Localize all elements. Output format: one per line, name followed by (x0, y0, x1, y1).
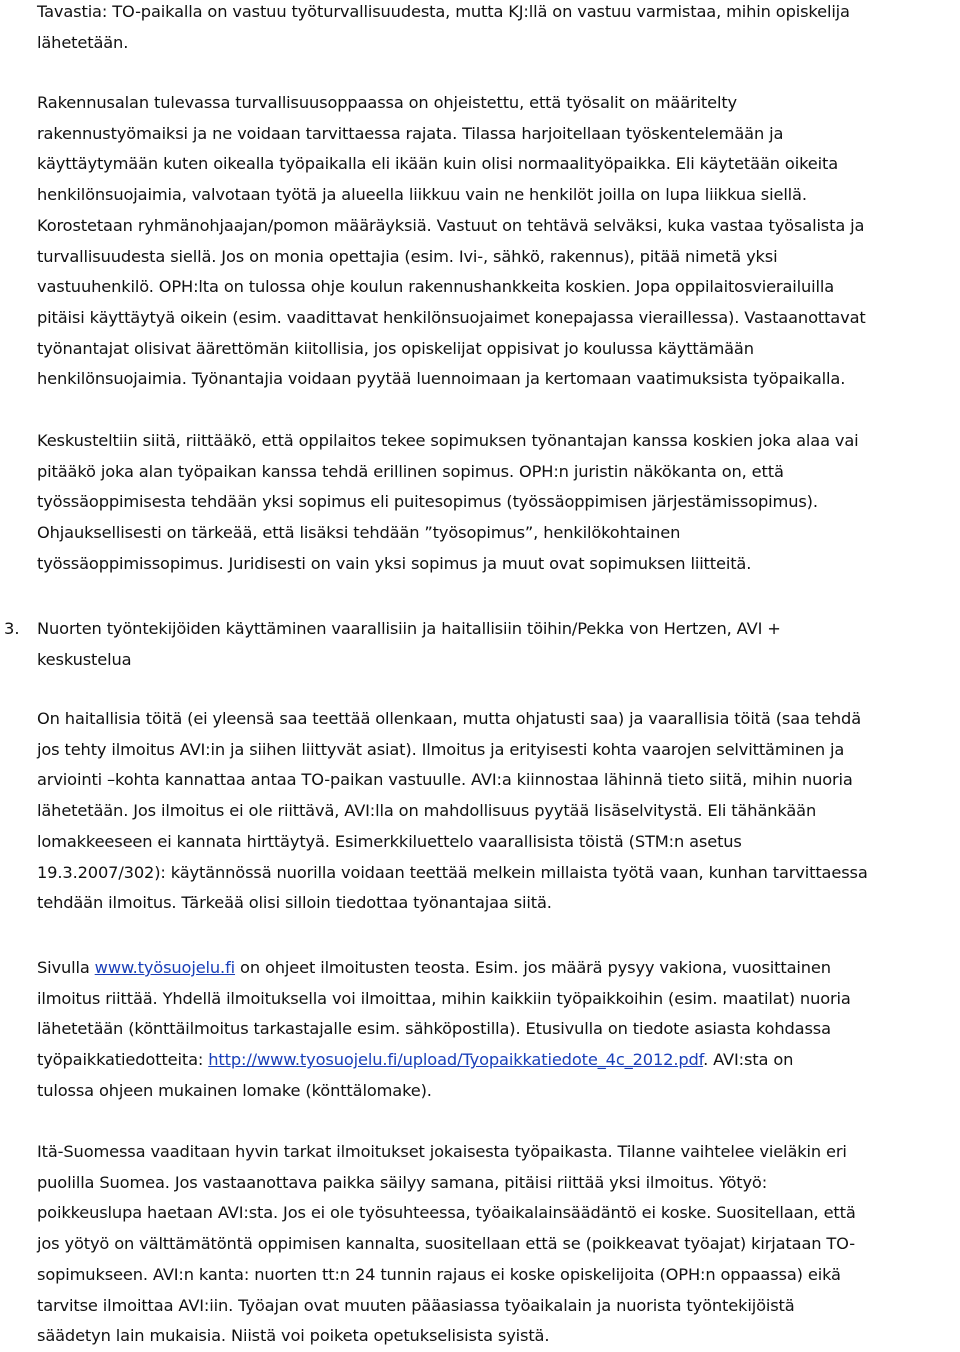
paragraph-haitallisia (37, 704, 957, 919)
paragraph-keskusteltiin (37, 426, 957, 580)
text-line: Korostetaan ryhmänohjaajan/pomon määräyksiä. Vastuut on tehtävä selväksi, kuka vastaa työsalista ja (37, 215, 865, 235)
text-line: 19.3.2007/302): käytännössä nuorilla voidaan teettää melkein millaista työtä vaan, kunhan tarvittaessa (37, 862, 868, 882)
text-line: lähetetään. (37, 32, 129, 52)
text-line: pitääkö joka alan työpaikan kanssa tehdä erillinen sopimus. OPH:n juristin näkökanta on, että (37, 461, 784, 481)
text-line: poikkeuslupa haetaan AVI:sta. Jos ei ole työsuhteessa, työaikalainsäädäntö ei koske. Suositellaan, että (37, 1203, 856, 1223)
text-line: Nuorten työntekijöiden käyttäminen vaarallisiin ja haitallisiin töihin/Pekka von Hertzen, AVI + (37, 619, 781, 638)
text-fragment: . AVI:sta on (703, 1050, 794, 1070)
text-line: lähetetään (könttäilmoitus tarkastajalle esim. sähköpostilla). Etusivulla on tiedote asiasta kohdassa (37, 1019, 831, 1039)
text-line: jos yötyö on välttämätöntä oppimisen kannalta, suositellaan että se (poikkeavat työajat) kirjataan TO- (37, 1234, 855, 1254)
text-line: Tavastia: TO-paikalla on vastuu työturvallisuudesta, mutta KJ:llä on vastuu varmistaa, mihin opiskelija (37, 2, 850, 21)
text-line: käyttäytymään kuten oikealla työpaikalla eli ikään kuin olisi normaalityöpaikka. Eli käytetään oikeita (37, 154, 838, 174)
text-line: On haitallisia töitä (ei yleensä saa teettää ollenkaan, mutta ohjatusti saa) ja vaarallisia töitä (saa tehdä (37, 709, 862, 728)
text-fragment: työpaikkatiedotteita: (37, 1050, 209, 1070)
text-fragment: on ohjeet ilmoitusten teosta. Esim. jos määrä pysyy vakiona, vuosittainen (235, 958, 831, 977)
text-line: tehdään ilmoitus. Tärkeää olisi silloin tiedottaa työnantajaa siitä. (37, 893, 552, 913)
text-line: työssäoppimissopimus. Juridisesti on vain yksi sopimus ja muut ovat sopimuksen liitteitä. (37, 553, 752, 573)
text-line: pitäisi käyttäytyä oikein (esim. vaadittavat henkilönsuojaimet konepajassa vieraillessa). Vastaanottavat (37, 307, 866, 327)
text-line: turvallisuudesta siellä. Jos on monia opettajia (esim. Ivi-, sähkö, rakennus), pitää nimetä yksi (37, 246, 778, 266)
text-line: keskustelua (37, 649, 132, 669)
text-line: sopimukseen. AVI:n kanta: nuorten tt:n 24 tunnin rajaus ei koske opiskelijoita (OPH:n oppaassa) eikä (37, 1264, 841, 1284)
text-line: ilmoitus riittää. Yhdellä ilmoituksella voi ilmoittaa, mihin kaikkiin työpaikkoihin (esim. maatilat) nuoria (37, 988, 851, 1008)
text-line: säädetyn lain mukaisia. Niistä voi poiketa opetukselisista syistä. (37, 1326, 550, 1346)
text-line: työssäoppimisesta tehdään yksi sopimus eli puitesopimus (työssäoppimisen järjestämissopimus). (37, 492, 818, 512)
paragraph-tavastia (37, 0, 957, 58)
paragraph-rakennusala (37, 88, 957, 395)
text-line: jos tehty ilmoitus AVI:in ja siihen liittyvät asiat). Ilmoitus ja erityisesti kohta vaarojen selvittäminen ja (37, 739, 845, 759)
text-line: Itä-Suomessa vaaditaan hyvin tarkat ilmoitukset jokaisesta työpaikasta. Tilanne vaihtelee vieläkin eri (37, 1142, 847, 1161)
agenda-item-3 (0, 614, 960, 676)
text-line: rakennustyömaiksi ja ne voidaan tarvittaessa rajata. Tilassa harjoitellaan työskentelemään ja (37, 123, 784, 143)
tyopaikkatiedote-pdf-link[interactable]: http://www.tyosuojelu.fi/upload/Tyopaikkatiedote_4c_2012.pdf (208, 1050, 704, 1070)
text-line: henkilönsuojaimia. Työnantajia voidaan pyytää luennoimaan ja kertomaan vaatimuksista työpaikalla. (37, 369, 846, 389)
text-line: tulossa ohjeen mukainen lomake (könttälomake). (37, 1080, 432, 1100)
text-line: puolilla Suomea. Jos vastaanottava paikka säilyy samana, pitäisi riittää yksi ilmoitus. Yötyö: (37, 1172, 768, 1192)
text-line: Rakennusalan tulevassa turvallisuusoppaassa on ohjeistettu, että työsalit on määritelty (37, 93, 738, 112)
text-line: arviointi –kohta kannattaa antaa TO-paikan vastuulle. AVI:a kiinnostaa lähinnä tieto siitä, mihin nuoria (37, 770, 853, 790)
text-line: Keskusteltiin siitä, riittääkö, että oppilaitos tekee sopimuksen työnantajan kanssa koskien joka alaa vai (37, 431, 859, 450)
tyosuojelu-link[interactable]: www.työsuojelu.fi (94, 958, 236, 977)
text-line: työnantajat olisivat äärettömän kiitollisia, jos opiskelijat oppisivat jo koulussa käyttämään (37, 338, 754, 358)
text-line (37, 1045, 955, 1076)
text-line: lomakkeeseen ei kannata hirttäytyä. Esimerkkiluettelo vaarallisista töistä (STM:n asetus (37, 831, 742, 851)
text-line: lähetetään. Jos ilmoitus ei ole riittävä, AVI:lla on mahdollisuus pyytää lisäselvitystä. Eli tähänkään (37, 801, 817, 821)
item-heading (37, 614, 957, 675)
paragraph-ita-suomessa (37, 1137, 957, 1352)
text-line: Ohjauksellisesti on tärkeää, että lisäksi tehdään ”työsopimus”, henkilökohtainen (37, 523, 681, 543)
text-line: vastuuhenkilö. OPH:lta on tulossa ohje koulun rakennushankkeita koskien. Jopa oppilaitosvierailuilla (37, 277, 835, 297)
text-line: henkilönsuojaimia, valvotaan työtä ja alueella liikkuu vain ne henkilöt joilla on lupa liikkua siellä. (37, 185, 807, 205)
item-number: 3. (4, 619, 20, 638)
paragraph-sivulla (37, 953, 957, 1107)
text-line (37, 953, 955, 984)
text-fragment: Sivulla (37, 958, 95, 977)
text-line: tarvitse ilmoittaa AVI:iin. Työajan ovat muuten pääasiassa työaikalain ja nuorista työntekijöistä (37, 1295, 795, 1315)
